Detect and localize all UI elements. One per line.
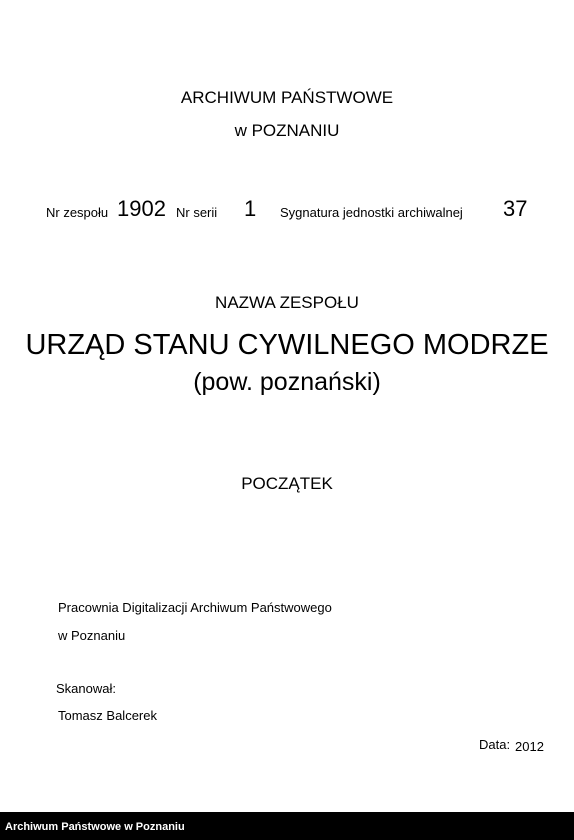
scanned-by-label: Skanował:	[56, 681, 116, 696]
signature-label: Sygnatura jednostki archiwalnej	[280, 205, 463, 220]
fond-number: 1902	[117, 196, 166, 221]
start-marker: POCZĄTEK	[241, 474, 333, 493]
studio-name: Pracownia Digitalizacji Archiwum Państwowego	[58, 600, 332, 615]
series-label: Nr serii	[176, 205, 218, 220]
footer-bar	[0, 812, 574, 840]
collection-subtitle: (pow. poznański)	[193, 368, 381, 396]
collection-heading: NAZWA ZESPOŁU	[215, 293, 359, 312]
date-label: Data:	[479, 737, 511, 752]
series-number: 1	[244, 196, 257, 221]
signature-number: 37	[503, 196, 528, 221]
archive-name: ARCHIWUM PAŃSTWOWE	[180, 88, 394, 107]
archive-city: w POZNANIU	[234, 121, 340, 140]
scanned-by-name: Tomasz Balcerek	[58, 708, 157, 723]
footer-text: Archiwum Państwowe w Poznaniu	[5, 821, 185, 833]
fond-label: Nr zespołu	[46, 205, 109, 220]
date-value: 2012	[515, 739, 544, 754]
studio-city: w Poznaniu	[58, 628, 126, 643]
collection-title: URZĄD STANU CYWILNEGO MODRZE	[25, 329, 549, 361]
